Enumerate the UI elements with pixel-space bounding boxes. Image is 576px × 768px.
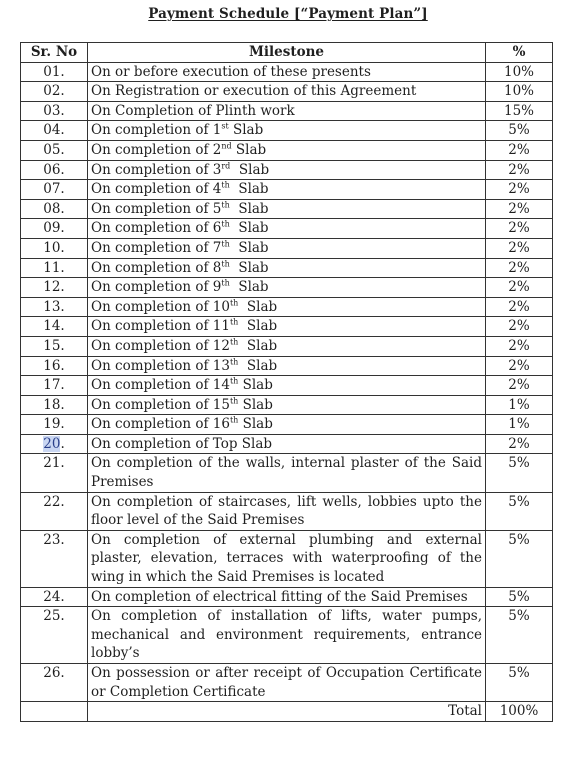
percent-cell: 2% [486, 356, 553, 376]
sr-no-cell: 05. [21, 140, 88, 160]
percent-cell: 2% [486, 238, 553, 258]
ordinal-suffix: th [229, 337, 239, 347]
milestone-cell [88, 199, 486, 219]
milestone-text-suffix: Slab [230, 161, 270, 178]
ordinal-suffix: th [229, 298, 239, 308]
sr-no-cell: 04. [21, 121, 88, 141]
table-row [21, 434, 553, 454]
milestone-cell [88, 317, 486, 337]
sr-no-cell: 19. [21, 415, 88, 435]
total-row [21, 702, 553, 722]
ordinal-suffix: th [229, 396, 239, 406]
percent-cell: 15% [486, 101, 553, 121]
table-row [21, 336, 553, 356]
milestone-text-suffix: Slab [238, 298, 278, 315]
milestone-text: On completion of 3 [91, 161, 222, 178]
sr-no-cell: 06. [21, 160, 88, 180]
table-row [21, 530, 553, 587]
milestone-text: On completion of 12 [91, 337, 230, 354]
milestone-text: On completion of 10 [91, 298, 230, 315]
table-body [21, 62, 553, 702]
header-sr-no: Sr. No [21, 43, 88, 63]
milestone-text-suffix: Slab [238, 337, 278, 354]
table-row [21, 395, 553, 415]
ordinal-suffix: th [221, 180, 230, 190]
table-row [21, 199, 553, 219]
table-row [21, 62, 553, 82]
milestone-text-suffix: Slab [229, 181, 269, 198]
sr-no-cell: 18. [21, 395, 88, 415]
table-row [21, 180, 553, 200]
milestone-cell: On completion of staircases, lift wells, lobbies upto the floor level of the Said Premises [88, 492, 486, 530]
milestone-text-suffix: Slab [231, 141, 267, 158]
milestone-cell [88, 121, 486, 141]
header-milestone: Milestone [88, 43, 486, 63]
sr-no-cell: 15. [21, 336, 88, 356]
milestone-cell [88, 395, 486, 415]
percent-cell: 2% [486, 317, 553, 337]
sr-no-cell: 12. [21, 278, 88, 298]
table-row [21, 317, 553, 337]
milestone-text-suffix: Slab [238, 416, 273, 433]
table-row [21, 492, 553, 530]
milestone-cell [88, 258, 486, 278]
milestone-text: On completion of 6 [91, 220, 222, 237]
percent-cell: 5% [486, 454, 553, 492]
table-row [21, 356, 553, 376]
page-title [0, 6, 576, 22]
percent-cell: 2% [486, 376, 553, 396]
milestone-text: On completion of 1 [91, 122, 222, 139]
milestone-cell [88, 336, 486, 356]
milestone-text-suffix: Slab [238, 318, 278, 335]
milestone-text-suffix: Slab [229, 279, 269, 296]
milestone-cell [88, 140, 486, 160]
milestone-cell [88, 297, 486, 317]
table-row [21, 297, 553, 317]
percent-cell: 2% [486, 297, 553, 317]
table-row [21, 238, 553, 258]
sr-no-cell: 10. [21, 238, 88, 258]
sr-no-cell: 22. [21, 492, 88, 530]
percent-cell: 5% [486, 664, 553, 702]
percent-cell: 10% [486, 62, 553, 82]
milestone-cell: On Registration or execution of this Agreement [88, 82, 486, 102]
highlighted-text: 20 [43, 435, 61, 452]
table-row [21, 140, 553, 160]
header-percent: % [486, 43, 553, 63]
sr-no-cell [21, 434, 88, 454]
ordinal-suffix: nd [221, 141, 232, 151]
percent-cell: 5% [486, 530, 553, 587]
percent-cell: 2% [486, 180, 553, 200]
milestone-text: On completion of 16 [91, 416, 230, 433]
milestone-cell: On Completion of Plinth work [88, 101, 486, 121]
milestone-text-suffix: Slab [238, 357, 278, 374]
sr-no-cell: 17. [21, 376, 88, 396]
milestone-text: On completion of 5 [91, 200, 222, 217]
percent-cell: 10% [486, 82, 553, 102]
sr-no-cell: 11. [21, 258, 88, 278]
milestone-text: On completion of 4 [91, 181, 222, 198]
sr-no-cell: 07. [21, 180, 88, 200]
percent-cell: 5% [486, 121, 553, 141]
ordinal-suffix: th [229, 376, 239, 386]
percent-cell: 2% [486, 199, 553, 219]
table-row [21, 258, 553, 278]
percent-cell: 2% [486, 160, 553, 180]
milestone-text: On completion of 11 [91, 318, 230, 335]
sr-no-cell: 23. [21, 530, 88, 587]
milestone-cell: On completion of Top Slab [88, 434, 486, 454]
table-row [21, 415, 553, 435]
milestone-cell: On possession or after receipt of Occupation Certificate or Completion Certificate [88, 664, 486, 702]
sr-no-cell: 26. [21, 664, 88, 702]
table-row [21, 82, 553, 102]
sr-no-cell: 01. [21, 62, 88, 82]
milestone-text: On completion of 2 [91, 141, 222, 158]
percent-cell: 2% [486, 434, 553, 454]
percent-cell: 2% [486, 278, 553, 298]
milestone-cell [88, 278, 486, 298]
milestone-text-suffix: Slab [229, 220, 269, 237]
sr-no-cell: 03. [21, 101, 88, 121]
percent-cell: 5% [486, 607, 553, 664]
milestone-text-suffix: Slab [229, 259, 269, 276]
ordinal-suffix: th [229, 415, 239, 425]
milestone-text: On completion of 8 [91, 259, 222, 276]
milestone-text-suffix: Slab [228, 122, 264, 139]
milestone-cell [88, 376, 486, 396]
percent-cell: 2% [486, 219, 553, 239]
milestone-text: On completion of 14 [91, 377, 230, 394]
sr-no-cell: 16. [21, 356, 88, 376]
ordinal-suffix: th [229, 357, 239, 366]
table-row [21, 587, 553, 607]
sr-no-cell: 24. [21, 587, 88, 607]
milestone-text: On completion of 7 [91, 239, 222, 256]
total-value: 100% [486, 702, 553, 722]
table-row [21, 219, 553, 239]
milestone-cell [88, 180, 486, 200]
milestone-cell: On completion of installation of lifts, water pumps, mechanical and environment requirements, entrance lobby’s [88, 607, 486, 664]
table-row [21, 376, 553, 396]
milestone-cell [88, 356, 486, 376]
sr-no-cell: 25. [21, 607, 88, 664]
title-text: Payment Schedule [“Payment Plan”] [148, 6, 428, 22]
sr-no-cell: 21. [21, 454, 88, 492]
milestone-cell [88, 415, 486, 435]
percent-cell: 1% [486, 395, 553, 415]
percent-cell: 2% [486, 140, 553, 160]
sr-no-suffix: . [60, 435, 65, 452]
percent-cell: 5% [486, 587, 553, 607]
total-label: Total [88, 702, 486, 722]
milestone-cell [88, 238, 486, 258]
sr-no-cell: 13. [21, 297, 88, 317]
milestone-text: On completion of 9 [91, 279, 222, 296]
total-blank-cell [21, 702, 88, 722]
ordinal-suffix: rd [221, 161, 231, 171]
sr-no-cell: 08. [21, 199, 88, 219]
table-row [21, 278, 553, 298]
milestone-cell: On or before execution of these presents [88, 62, 486, 82]
ordinal-suffix: th [221, 278, 230, 288]
table-row [21, 454, 553, 492]
milestone-cell: On completion of electrical fitting of the Said Premises [88, 587, 486, 607]
milestone-text-suffix: Slab [229, 200, 269, 217]
ordinal-suffix: th [221, 200, 230, 210]
milestone-text-suffix: Slab [238, 396, 273, 413]
sr-no-cell: 09. [21, 219, 88, 239]
table-row [21, 607, 553, 664]
percent-cell: 2% [486, 336, 553, 356]
payment-schedule-table [20, 42, 553, 722]
ordinal-suffix: th [229, 317, 239, 327]
ordinal-suffix: st [221, 121, 229, 131]
percent-cell: 1% [486, 415, 553, 435]
milestone-cell: On completion of the walls, internal plaster of the Said Premises [88, 454, 486, 492]
milestone-text-suffix: Slab [229, 239, 269, 256]
milestone-cell [88, 160, 486, 180]
table-row [21, 101, 553, 121]
milestone-cell: On completion of external plumbing and external plaster, elevation, terraces with waterproofing of the wing in which the Said Premises is located [88, 530, 486, 587]
milestone-text: On completion of 13 [91, 357, 230, 374]
milestone-text-suffix: Slab [238, 377, 273, 394]
table-row [21, 160, 553, 180]
header-row [21, 43, 553, 63]
milestone-text: On completion of 15 [91, 396, 230, 413]
table-row [21, 664, 553, 702]
ordinal-suffix: th [221, 239, 230, 249]
percent-cell: 5% [486, 492, 553, 530]
ordinal-suffix: th [221, 219, 230, 229]
sr-no-cell: 02. [21, 82, 88, 102]
percent-cell: 2% [486, 258, 553, 278]
milestone-cell [88, 219, 486, 239]
sr-no-cell: 14. [21, 317, 88, 337]
table-row [21, 121, 553, 141]
ordinal-suffix: th [221, 259, 230, 269]
